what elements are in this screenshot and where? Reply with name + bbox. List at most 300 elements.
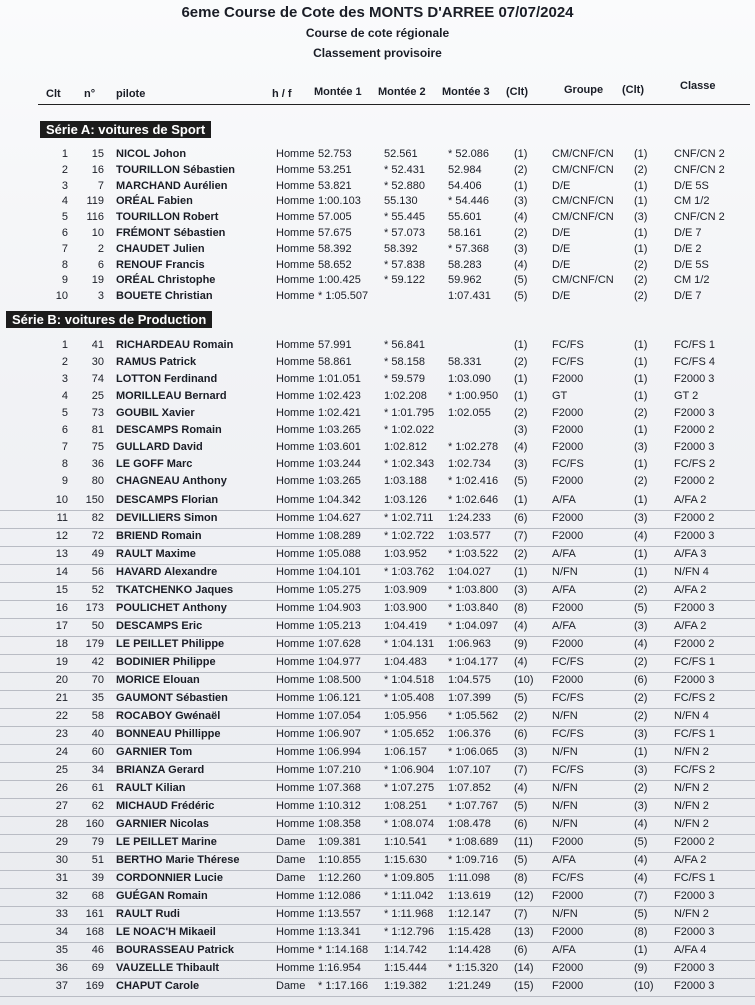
cell-classe: D/E 5S (674, 179, 709, 192)
cell-pilote: BODINIER Philippe (116, 656, 216, 668)
cell-classe: F2000 3 (674, 373, 715, 385)
cell-grank: (2) (634, 584, 648, 596)
cell-m1: 1:13.341 (318, 926, 361, 938)
cell-pilote: GARNIER Tom (116, 746, 193, 758)
cell-m1: 1:12.260 (318, 872, 361, 884)
cell-pilote: RAULT Kilian (116, 782, 186, 794)
cell-m1: 1:07.054 (318, 710, 361, 722)
cell-m3: * 54.446 (448, 195, 489, 208)
cell-classe: FC/FS 1 (674, 872, 715, 884)
cell-rank: (12) (514, 890, 534, 902)
cell-groupe: N/FN (552, 908, 578, 920)
cell-hf: Homme (276, 746, 315, 758)
table-row (0, 339, 755, 355)
cell-classe: FC/FS 4 (674, 356, 715, 368)
table-row (0, 548, 755, 564)
cell-clt: 6 (61, 424, 68, 436)
cell-rank: (5) (514, 800, 528, 812)
cell-rank: (4) (514, 620, 528, 632)
cell-pilote: LE GOFF Marc (116, 458, 193, 470)
cell-m2: 1:15.630 (384, 854, 427, 866)
cell-hf: Homme (276, 692, 315, 704)
cell-m3: * 1:03.800 (448, 584, 499, 596)
cell-m3: 1:07.431 (448, 290, 491, 303)
cell-grank: (2) (634, 290, 648, 303)
cell-num: 150 (85, 494, 104, 506)
cell-rank: (3) (514, 584, 528, 596)
cell-groupe: A/FA (552, 944, 576, 956)
cell-num: 19 (91, 274, 104, 287)
cell-grank: (2) (634, 710, 648, 722)
cell-clt: 21 (55, 692, 68, 704)
header-groupe-rank: (Clt) (622, 84, 644, 96)
cell-grank: (1) (634, 179, 648, 192)
cell-m2: 1:04.419 (384, 620, 427, 632)
cell-m1: 1:03.265 (318, 424, 361, 436)
cell-groupe: F2000 (552, 602, 584, 614)
cell-num: 40 (91, 728, 104, 740)
table-row (0, 475, 755, 491)
cell-clt: 3 (61, 373, 68, 385)
cell-clt: 22 (55, 710, 68, 722)
cell-m2: * 1:08.074 (384, 818, 435, 830)
cell-rank: (1) (514, 566, 528, 578)
cell-m2: * 1:05.652 (384, 728, 435, 740)
table-row (0, 872, 755, 888)
cell-num: 49 (91, 548, 104, 560)
cell-grank: (3) (634, 800, 648, 812)
cell-num: 179 (85, 638, 104, 650)
cell-clt: 1 (61, 148, 68, 160)
cell-m2: * 1:07.275 (384, 782, 435, 794)
cell-hf: Homme (276, 638, 315, 650)
cell-classe: D/E 5S (674, 258, 709, 271)
cell-num: 58 (91, 710, 104, 722)
cell-hf: Homme (276, 890, 315, 902)
row-separator (0, 582, 755, 583)
cell-num: 52 (91, 584, 104, 596)
row-separator (0, 870, 755, 871)
cell-pilote: TOURILLON Robert (116, 211, 219, 224)
table-row (0, 692, 755, 708)
row-separator (0, 690, 755, 691)
table-row (0, 259, 755, 275)
cell-rank: (5) (514, 854, 528, 866)
cell-num: 42 (91, 656, 104, 668)
cell-m3: 59.962 (448, 274, 482, 287)
cell-rank: (3) (514, 458, 528, 470)
row-separator (0, 510, 755, 511)
table-row (0, 407, 755, 423)
cell-num: 79 (91, 836, 104, 848)
cell-hf: Homme (276, 494, 315, 506)
table-row (0, 290, 755, 306)
cell-clt: 24 (55, 746, 68, 758)
cell-num: 62 (91, 800, 104, 812)
cell-m1: 1:03.601 (318, 441, 361, 453)
cell-pilote: GOUBIL Xavier (116, 407, 195, 419)
cell-pilote: GUÉGAN Romain (116, 890, 208, 902)
cell-m3: 1:02.055 (448, 407, 491, 419)
cell-m2: * 1:12.796 (384, 926, 435, 938)
cell-grank: (2) (634, 475, 648, 487)
header-num: n° (84, 88, 96, 100)
cell-clt: 32 (55, 890, 68, 902)
cell-grank: (4) (634, 818, 648, 830)
cell-m1: * 1:05.507 (318, 290, 369, 303)
cell-classe: FC/FS 2 (674, 458, 715, 470)
cell-classe: CM 1/2 (674, 195, 710, 208)
cell-classe: F2000 3 (674, 602, 715, 614)
cell-classe: F2000 3 (674, 926, 715, 938)
cell-num: 35 (91, 692, 104, 704)
cell-groupe: D/E (552, 290, 571, 303)
row-separator (0, 942, 755, 943)
cell-m1: 1:08.358 (318, 818, 361, 830)
cell-m2: 52.561 (384, 148, 418, 160)
cell-hf: Homme (276, 356, 315, 368)
cell-classe: F2000 2 (674, 836, 715, 848)
cell-m2: * 58.158 (384, 356, 425, 368)
table-row (0, 512, 755, 528)
cell-m1: 1:04.342 (318, 494, 361, 506)
row-separator (0, 600, 755, 601)
cell-hf: Dame (276, 836, 306, 848)
row-separator (0, 978, 755, 979)
cell-m1: 1:04.101 (318, 566, 361, 578)
cell-m3: 58.331 (448, 356, 482, 368)
cell-m2: * 1:02.022 (384, 424, 435, 436)
cell-m2: 1:03.952 (384, 548, 427, 560)
series-a-title: Série A: voitures de Sport (40, 121, 211, 138)
cell-pilote: BONNEAU Phillippe (116, 728, 221, 740)
cell-m1: 53.821 (318, 179, 352, 192)
cell-groupe: F2000 (552, 475, 584, 487)
cell-classe: CNF/CN 2 (674, 211, 725, 224)
cell-groupe: CM/CNF/CN (552, 195, 614, 208)
cell-m3: 1:07.852 (448, 782, 491, 794)
cell-m2: * 52.880 (384, 179, 425, 192)
cell-hf: Homme (276, 620, 315, 632)
cell-classe: A/FA 2 (674, 584, 707, 596)
cell-m1: 1:06.121 (318, 692, 361, 704)
cell-m2: * 1:04.131 (384, 638, 435, 650)
cell-grank: (1) (634, 390, 648, 402)
table-row (0, 458, 755, 474)
cell-hf: Homme (276, 944, 315, 956)
cell-hf: Homme (276, 512, 315, 524)
cell-classe: D/E 7 (674, 290, 702, 303)
table-row (0, 424, 755, 440)
cell-pilote: BRIEND Romain (116, 530, 202, 542)
cell-m1: 1:07.368 (318, 782, 361, 794)
cell-grank: (2) (634, 782, 648, 794)
cell-clt: 10 (55, 494, 68, 506)
cell-hf: Homme (276, 390, 315, 402)
cell-hf: Homme (276, 179, 315, 192)
cell-groupe: F2000 (552, 926, 584, 938)
row-separator (0, 672, 755, 673)
cell-m1: 1:05.213 (318, 620, 361, 632)
event-subtitle: Course de cote régionale (305, 26, 450, 40)
cell-clt: 2 (61, 356, 68, 368)
cell-num: 169 (85, 980, 104, 992)
cell-m1: 1:04.903 (318, 602, 361, 614)
cell-classe: N/FN 2 (674, 746, 709, 758)
cell-rank: (2) (514, 407, 528, 419)
cell-pilote: BOUETE Christian (116, 290, 213, 303)
cell-m1: * 1:14.168 (318, 944, 369, 956)
cell-rank: (8) (514, 872, 528, 884)
cell-m1: 1:09.381 (318, 836, 361, 848)
cell-classe: CNF/CN 2 (674, 148, 725, 160)
cell-classe: F2000 3 (674, 441, 715, 453)
cell-rank: (3) (514, 242, 528, 255)
cell-clt: 5 (61, 211, 68, 224)
cell-classe: A/FA 2 (674, 854, 707, 866)
cell-groupe: FC/FS (552, 872, 584, 884)
header-classe: Classe (680, 80, 716, 92)
table-row (0, 836, 755, 852)
cell-pilote: RENOUF Francis (116, 258, 205, 271)
cell-clt: 26 (55, 782, 68, 794)
cell-m3: 1:04.027 (448, 566, 491, 578)
table-row (0, 274, 755, 290)
cell-clt: 8 (61, 258, 68, 271)
cell-grank: (1) (634, 746, 648, 758)
cell-rank: (3) (514, 195, 528, 208)
cell-rank: (14) (514, 962, 534, 974)
cell-m3: * 1:08.689 (448, 836, 499, 848)
cell-clt: 33 (55, 908, 68, 920)
cell-grank: (3) (634, 728, 648, 740)
header-groupe: Groupe (564, 84, 604, 96)
header-rank: (Clt) (506, 86, 528, 98)
cell-num: 119 (86, 195, 104, 208)
cell-m3: * 1:06.065 (448, 746, 499, 758)
cell-num: 56 (91, 566, 104, 578)
cell-groupe: F2000 (552, 836, 584, 848)
cell-grank: (2) (634, 656, 648, 668)
cell-grank: (2) (634, 274, 648, 287)
cell-classe: N/FN 2 (674, 818, 709, 830)
table-row (0, 243, 755, 259)
header-montee-2: Montée 2 (378, 86, 426, 98)
cell-grank: (1) (634, 373, 648, 385)
table-row (0, 148, 755, 164)
cell-pilote: GAUMONT Sébastien (116, 692, 228, 704)
cell-rank: (1) (514, 148, 528, 160)
table-row (0, 180, 755, 196)
row-separator (0, 834, 755, 835)
cell-m3: * 1:03.840 (448, 602, 499, 614)
cell-m2: 1:05.956 (384, 710, 427, 722)
cell-hf: Homme (276, 602, 315, 614)
cell-rank: (9) (514, 638, 528, 650)
cell-m1: 1:16.954 (318, 962, 361, 974)
cell-m2: 1:02.812 (384, 441, 427, 453)
cell-num: 15 (91, 148, 104, 160)
cell-rank: (1) (514, 494, 528, 506)
cell-m2: * 55.445 (384, 211, 425, 224)
cell-m3: 55.601 (448, 211, 482, 224)
cell-hf: Homme (276, 710, 315, 722)
cell-m2: * 1:11.042 (384, 890, 434, 902)
cell-pilote: DESCAMPS Romain (116, 424, 222, 436)
cell-clt: 30 (55, 854, 68, 866)
cell-m2: 1:10.541 (384, 836, 427, 848)
cell-clt: 9 (61, 475, 68, 487)
cell-m2: 1:14.742 (384, 944, 427, 956)
cell-rank: (3) (514, 424, 528, 436)
cell-rank: (5) (514, 475, 528, 487)
cell-grank: (1) (634, 548, 648, 560)
cell-hf: Dame (276, 872, 306, 884)
cell-m3: * 1:02.278 (448, 441, 499, 453)
cell-num: 7 (97, 179, 104, 192)
cell-clt: 31 (55, 872, 68, 884)
cell-num: 25 (91, 390, 104, 402)
cell-m1: 1:04.627 (318, 512, 361, 524)
row-separator (0, 780, 755, 781)
cell-m1: 1:01.051 (318, 373, 361, 385)
cell-rank: (1) (514, 390, 528, 402)
cell-m1: 58.861 (318, 356, 352, 368)
cell-rank: (2) (514, 548, 528, 560)
cell-clt: 5 (61, 407, 68, 419)
cell-classe: F2000 2 (674, 638, 715, 650)
cell-grank: (3) (634, 512, 648, 524)
cell-num: 34 (91, 764, 104, 776)
cell-grank: (3) (634, 764, 648, 776)
cell-hf: Homme (276, 926, 315, 938)
row-separator (0, 996, 755, 997)
cell-m3: 1:12.147 (448, 908, 491, 920)
cell-m1: 53.251 (318, 163, 352, 176)
cell-pilote: GULLARD David (116, 441, 203, 453)
cell-m3: * 1:04.177 (448, 656, 499, 668)
cell-classe: A/FA 4 (674, 944, 707, 956)
cell-classe: FC/FS 1 (674, 728, 715, 740)
cell-classe: F2000 3 (674, 674, 715, 686)
cell-hf: Homme (276, 818, 315, 830)
cell-num: 116 (86, 211, 104, 224)
cell-pilote: RAULT Rudi (116, 908, 180, 920)
table-row (0, 441, 755, 457)
cell-pilote: CORDONNIER Lucie (116, 872, 223, 884)
cell-classe: F2000 3 (674, 530, 715, 542)
cell-m2: 1:08.251 (384, 800, 427, 812)
cell-m1: 57.675 (318, 227, 352, 239)
cell-classe: N/FN 4 (674, 710, 709, 722)
cell-m3: * 1:02.416 (448, 475, 499, 487)
cell-rank: (5) (514, 274, 528, 287)
cell-grank: (1) (634, 356, 648, 368)
row-separator (0, 744, 755, 745)
cell-grank: (4) (634, 638, 648, 650)
cell-clt: 17 (55, 620, 68, 632)
cell-num: 46 (91, 944, 104, 956)
cell-groupe: F2000 (552, 441, 584, 453)
cell-clt: 1 (61, 339, 68, 351)
cell-num: 168 (85, 926, 104, 938)
cell-hf: Homme (276, 728, 315, 740)
table-row (0, 818, 755, 834)
cell-rank: (6) (514, 728, 528, 740)
cell-m1: 1:07.628 (318, 638, 361, 650)
cell-m3: * 52.086 (448, 148, 489, 160)
cell-m3: 58.283 (448, 258, 482, 271)
cell-groupe: N/FN (552, 566, 578, 578)
table-row (0, 674, 755, 690)
cell-m1: 1:06.994 (318, 746, 361, 758)
cell-groupe: F2000 (552, 512, 584, 524)
header-montee-3: Montée 3 (442, 86, 490, 98)
cell-num: 30 (91, 356, 104, 368)
cell-clt: 4 (61, 390, 68, 402)
table-row (0, 854, 755, 870)
cell-m2: 1:15.444 (384, 962, 427, 974)
table-row (0, 164, 755, 180)
cell-num: 61 (91, 782, 104, 794)
cell-hf: Homme (276, 339, 315, 351)
cell-m3: 1:02.734 (448, 458, 491, 470)
cell-num: 51 (91, 854, 104, 866)
cell-m2: * 1:11.968 (384, 908, 434, 920)
cell-m1: 1:07.210 (318, 764, 361, 776)
table-row (0, 227, 755, 243)
cell-rank: (2) (514, 356, 528, 368)
cell-groupe: F2000 (552, 407, 584, 419)
cell-clt: 11 (56, 512, 68, 524)
cell-groupe: F2000 (552, 674, 584, 686)
cell-m2: * 59.579 (384, 373, 425, 385)
cell-pilote: DEVILLIERS Simon (116, 512, 218, 524)
cell-classe: N/FN 2 (674, 800, 709, 812)
row-separator (0, 546, 755, 547)
cell-m2: * 1:05.408 (384, 692, 435, 704)
cell-pilote: DESCAMPS Florian (116, 494, 219, 506)
cell-m1: 1:05.275 (318, 584, 361, 596)
cell-clt: 10 (55, 290, 68, 303)
cell-classe: F2000 3 (674, 962, 715, 974)
cell-hf: Homme (276, 548, 315, 560)
cell-num: 75 (91, 441, 104, 453)
cell-num: 81 (91, 424, 104, 436)
cell-num: 72 (91, 530, 104, 542)
cell-classe: N/FN 4 (674, 566, 709, 578)
cell-hf: Homme (276, 584, 315, 596)
cell-pilote: HAVARD Alexandre (116, 566, 218, 578)
cell-num: 16 (91, 163, 104, 176)
cell-grank: (1) (634, 458, 648, 470)
cell-groupe: F2000 (552, 638, 584, 650)
cell-groupe: N/FN (552, 818, 578, 830)
cell-m3: 1:07.107 (448, 764, 491, 776)
cell-clt: 16 (55, 602, 68, 614)
cell-groupe: CM/CNF/CN (552, 148, 614, 160)
cell-m1: 57.005 (318, 211, 352, 224)
table-row (0, 656, 755, 672)
cell-m3: 58.161 (448, 227, 482, 239)
cell-m2: 55.130 (384, 195, 418, 208)
cell-m3: * 1:09.716 (448, 854, 499, 866)
cell-grank: (1) (634, 227, 648, 239)
cell-m2: * 56.841 (384, 339, 425, 351)
cell-m3: 54.406 (448, 179, 482, 192)
row-separator (0, 762, 755, 763)
cell-groupe: CM/CNF/CN (552, 211, 614, 224)
